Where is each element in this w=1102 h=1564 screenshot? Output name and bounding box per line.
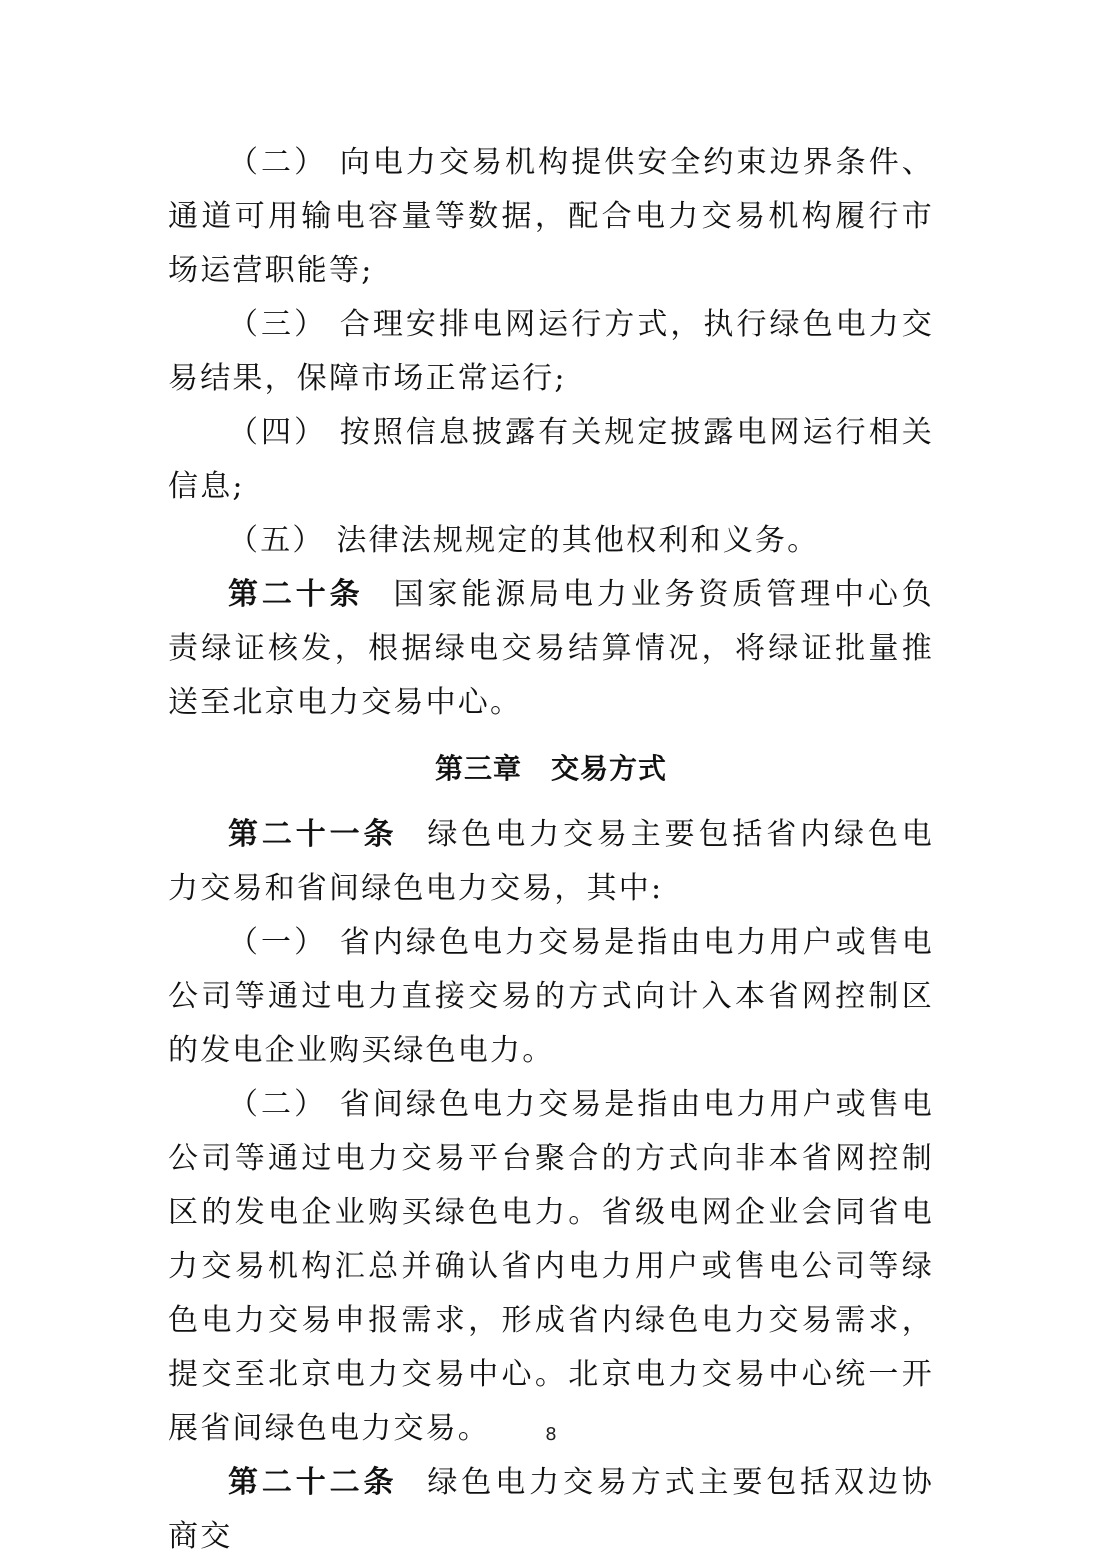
- article-21-label: 第二十一条: [228, 817, 398, 852]
- article-22: [168, 1456, 934, 1564]
- article-20: [168, 568, 934, 730]
- clause-4: （四） 按照信息披露有关规定披露电网运行相关信息;: [168, 415, 934, 504]
- clause-21-1: （一） 省内绿色电力交易是指由电力用户或售电公司等通过电力直接交易的方式向计入本省网控制区的发电企业购买绿色电力。: [168, 925, 934, 1068]
- article-22-text: 绿色电力交易方式主要包括双边协商交: [168, 1465, 935, 1554]
- document-body: [168, 136, 934, 1564]
- article-21-text: 绿色电力交易主要包括省内绿色电力交易和省间绿色电力交易，其中:: [168, 817, 935, 906]
- article-20-text: 国家能源局电力业务资质管理中心负责绿证核发，根据绿电交易结算情况，将绿证批量推送至北京电力交易中心。: [168, 577, 934, 720]
- clause-5: （五） 法律法规规定的其他权利和义务。: [228, 523, 820, 558]
- page-number: 8: [545, 1424, 557, 1445]
- article-21: [168, 808, 934, 916]
- clause-2: （二） 向电力交易机构提供安全约束边界条件、通道可用输电容量等数据，配合电力交易机构履行市场运营职能等;: [168, 145, 934, 288]
- article-20-label: 第二十条: [228, 577, 364, 612]
- article-22-label: 第二十二条: [228, 1465, 398, 1500]
- clause-3: （三） 合理安排电网运行方式，执行绿色电力交易结果，保障市场正常运行;: [168, 307, 934, 396]
- clause-21-2: （二） 省间绿色电力交易是指由电力用户或售电公司等通过电力交易平台聚合的方式向非本省网控制区的发电企业购买绿色电力。省级电网企业会同省电力交易机构汇总并确认省内电力用户或售电公司等绿色电力交易申报需求，形成省内绿色电力交易需求，提交至北京电力交易中心。北京电力交易中心统一开展省间绿色电力交易。: [168, 1087, 934, 1446]
- chapter-heading: 第三章 交易方式: [434, 752, 667, 785]
